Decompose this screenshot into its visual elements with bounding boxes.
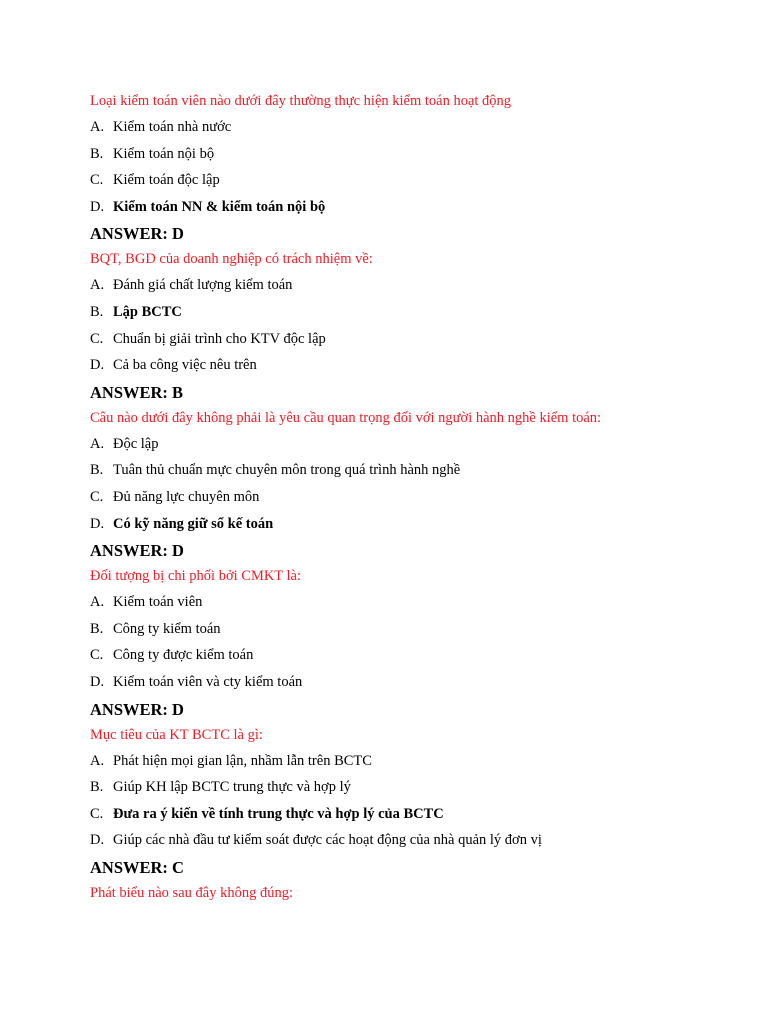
option-letter: A. — [90, 594, 105, 611]
option-text: Kiểm toán nội bộ — [113, 145, 215, 162]
option-c — [90, 329, 730, 349]
option-letter: C. — [90, 805, 104, 822]
option-b — [90, 619, 730, 639]
option-d — [90, 672, 730, 692]
document-page — [90, 91, 730, 909]
option-letter: D. — [90, 673, 105, 690]
answer-line: ANSWER: D — [90, 699, 184, 719]
option-d — [90, 830, 730, 850]
option-c — [90, 170, 730, 190]
option-b — [90, 777, 730, 797]
question-block-3 — [90, 408, 730, 562]
option-letter: B. — [90, 145, 104, 162]
option-text: Kiểm toán viên — [113, 594, 203, 611]
answer-line: ANSWER: D — [90, 541, 184, 561]
question-text: Mục tiêu của KT BCTC là gì: — [90, 726, 263, 743]
answer-line: ANSWER: D — [90, 224, 184, 244]
question-block-2 — [90, 249, 730, 403]
option-text: Đủ năng lực chuyên môn — [113, 488, 260, 505]
option-a — [90, 117, 730, 137]
option-text: Đưa ra ý kiến về tính trung thực và hợp lý của BCTC — [113, 805, 444, 822]
option-letter: C. — [90, 172, 104, 189]
option-a — [90, 592, 730, 612]
option-letter: A. — [90, 435, 105, 452]
option-text: Kiểm toán độc lập — [113, 172, 220, 189]
option-text: Lập BCTC — [113, 303, 182, 320]
option-letter: D. — [90, 832, 105, 849]
option-letter: A. — [90, 277, 105, 294]
option-text: Công ty kiểm toán — [113, 620, 221, 637]
option-a — [90, 434, 730, 454]
option-b — [90, 460, 730, 480]
option-text: Chuẩn bị giải trình cho KTV độc lập — [113, 330, 326, 347]
question-text: BQT, BGD của doanh nghiệp có trách nhiệm về: — [90, 251, 373, 268]
question-text: Đối tượng bị chi phối bởi CMKT là: — [90, 568, 302, 585]
answer-line: ANSWER: C — [90, 857, 184, 877]
option-text: Kiểm toán viên và cty kiểm toán — [113, 673, 303, 690]
option-b — [90, 302, 730, 322]
option-letter: C. — [90, 330, 104, 347]
option-letter: A. — [90, 119, 105, 135]
option-letter: D. — [90, 198, 105, 215]
option-b — [90, 144, 730, 164]
option-text: Kiểm toán NN & kiểm toán nội bộ — [113, 198, 326, 215]
option-c — [90, 645, 730, 665]
option-text: Cả ba công việc nêu trên — [113, 357, 257, 374]
option-d — [90, 197, 730, 217]
option-letter: D. — [90, 515, 105, 532]
option-text: Giúp các nhà đầu tư kiểm soát được các hoạt động của nhà quản lý đơn vị — [113, 832, 542, 849]
option-letter: B. — [90, 303, 104, 320]
option-text: Kiểm toán nhà nước — [113, 119, 232, 135]
option-letter: B. — [90, 620, 104, 637]
question-block-1 — [90, 91, 730, 245]
option-letter: C. — [90, 488, 104, 505]
option-text: Tuân thủ chuẩn mực chuyên môn trong quá trình hành nghề — [113, 462, 461, 479]
option-text: Giúp KH lập BCTC trung thực và hợp lý — [113, 779, 351, 796]
option-letter: C. — [90, 647, 104, 664]
option-text: Công ty được kiểm toán — [113, 647, 254, 664]
option-d — [90, 514, 730, 534]
option-text: Có kỹ năng giữ sổ kế toán — [113, 515, 274, 532]
option-letter: B. — [90, 462, 104, 479]
option-d — [90, 355, 730, 375]
option-letter: D. — [90, 357, 105, 374]
option-a — [90, 751, 730, 771]
option-text: Đánh giá chất lượng kiểm toán — [113, 277, 293, 294]
question-text: Câu nào dưới đây không phải là yêu cầu quan trọng đối với người hành nghề kiểm toán: — [90, 409, 602, 426]
question-block-5 — [90, 725, 730, 879]
option-letter: A. — [90, 752, 105, 769]
option-c — [90, 804, 730, 824]
option-c — [90, 487, 730, 507]
option-a — [90, 275, 730, 295]
answer-line: ANSWER: B — [90, 382, 184, 402]
option-letter: B. — [90, 779, 104, 796]
option-text: Phát hiện mọi gian lận, nhầm lẫn trên BCTC — [113, 752, 372, 769]
question-block-4 — [90, 566, 730, 720]
trailing-question-text: Phát biểu nào sau đây không đúng: — [90, 884, 293, 901]
option-text: Độc lập — [113, 435, 159, 452]
question-text: Loại kiểm toán viên nào dưới đây thường thực hiện kiểm toán hoạt động — [90, 93, 512, 109]
